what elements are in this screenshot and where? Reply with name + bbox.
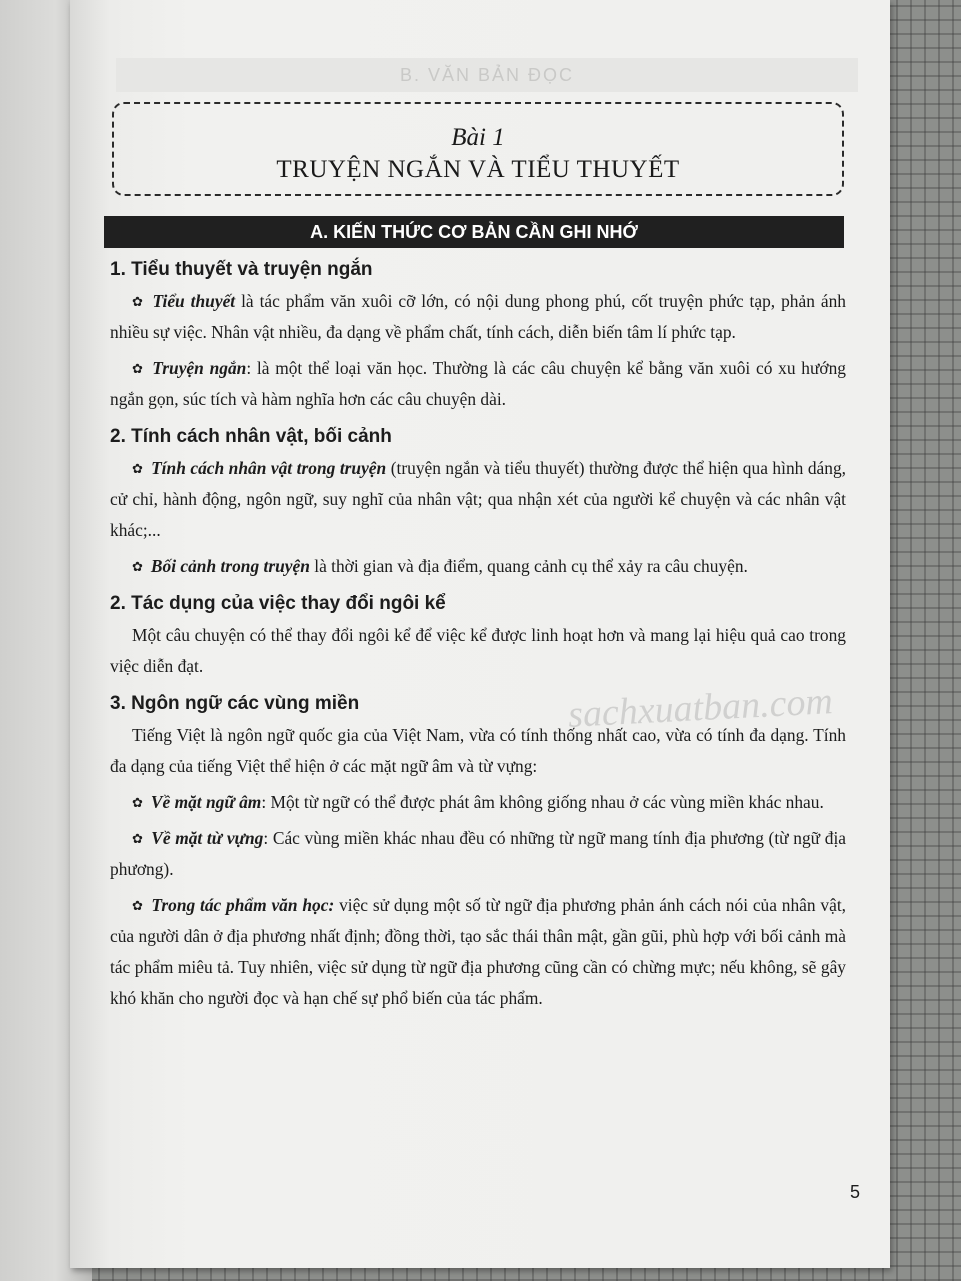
- term-novel: Tiểu thuyết: [152, 291, 236, 311]
- paragraph-regional-intro: Tiếng Việt là ngôn ngữ quốc gia của Việt Nam, vừa có tính thống nhất cao, vừa có tính đa dạng. Tính đa dạng của tiếng Việt thể hiện ở các mặt ngữ âm và từ vựng:: [110, 725, 846, 776]
- flower-bullet-icon: ✿: [132, 461, 144, 476]
- text-novel: là tác phẩm văn xuôi cỡ lớn, có nội dung phong phú, cốt truyện phức tạp, phản ánh nhiều sự việc. Nhân vật nhiều, đa dạng về phẩm chất, tính cách, diễn biến tâm lí phức tạp.: [110, 291, 846, 342]
- paragraph-setting: [110, 551, 846, 582]
- paragraph-short-story: [110, 353, 846, 415]
- heading-character-setting: 2. Tính cách nhân vật, bối cảnh: [110, 426, 392, 447]
- flower-bullet-icon: ✿: [132, 361, 145, 376]
- flower-bullet-icon: ✿: [132, 898, 144, 913]
- flower-bullet-icon: ✿: [132, 795, 143, 810]
- lesson-title-box: [112, 102, 844, 196]
- heading-narrator-change: 2. Tác dụng của việc thay đổi ngôi kể: [110, 593, 446, 614]
- text-phonetics: : Một từ ngữ có thể được phát âm không giống nhau ở các vùng miền khác nhau.: [261, 792, 824, 812]
- page-content: [110, 254, 846, 1019]
- text-setting: là thời gian và địa điểm, quang cảnh cụ thể xảy ra câu chuyện.: [309, 556, 748, 576]
- page-number: 5: [850, 1182, 861, 1202]
- paragraph-phonetics: [110, 787, 846, 818]
- paragraph-novel: [110, 286, 846, 348]
- heading-novel-short-story: 1. Tiểu thuyết và truyện ngắn: [110, 259, 373, 280]
- term-phonetics: Về mặt ngữ âm: [150, 792, 262, 812]
- term-character: Tính cách nhân vật trong truyện: [151, 458, 387, 478]
- term-short-story: Truyện ngắn: [152, 358, 247, 378]
- text-character: (truyện ngắn và tiểu thuyết) thường được thể hiện qua hình dáng, cử chỉ, hành động, ngôn ngữ, suy nghĩ của nhân vật; qua nhận xét của người kể chuyện và các nhân vật khác;...: [110, 458, 846, 540]
- text-vocabulary: : Các vùng miền khác nhau đều có những từ ngữ mang tính địa phương (từ ngữ địa phương).: [110, 828, 846, 879]
- term-vocabulary: Về mặt từ vựng: [151, 828, 264, 848]
- lesson-title: TRUYỆN NGẮN VÀ TIỂU THUYẾT: [276, 156, 680, 183]
- lesson-number: Bài 1: [451, 124, 505, 151]
- term-setting: Bối cảnh trong truyện: [150, 556, 310, 576]
- term-literature: Trong tác phẩm văn học:: [151, 895, 335, 915]
- flower-bullet-icon: ✿: [132, 294, 145, 309]
- section-heading-bar: A. KIẾN THỨC CƠ BẢN CẦN GHI NHỚ: [104, 216, 844, 248]
- watermark: sachxuatban.com: [567, 680, 834, 736]
- paragraph-literature: [110, 890, 846, 1014]
- text-literature: việc sử dụng một số từ ngữ địa phương phản ánh cách nói của nhân vật, của người dân ở địa phương nhất định; đồng thời, tạo sắc thái thân mật, gần gũi, phù hợp với bối cảnh mà tác phẩm miêu tả. Tuy nhiên, việc sử dụng từ ngữ địa phương cũng cần có chừng mực; nếu không, sẽ gây khó khăn cho người đọc và hạn chế sự phổ biến của tác phẩm.: [110, 895, 846, 1008]
- flower-bullet-icon: ✿: [132, 831, 144, 846]
- heading-regional-language: 3. Ngôn ngữ các vùng miền: [110, 693, 360, 714]
- bleed-through-header: B. VĂN BẢN ĐỌC: [116, 58, 858, 92]
- text-short-story: : là một thể loại văn học. Thường là các câu chuyện kể bằng văn xuôi có xu hướng ngắn gọn, súc tích và hàm nghĩa hơn các câu chuyện dài.: [110, 358, 846, 409]
- book-page: [70, 0, 890, 1268]
- flower-bullet-icon: ✿: [132, 559, 143, 574]
- paragraph-vocabulary: [110, 823, 846, 885]
- paragraph-narrator-change: Một câu chuyện có thể thay đổi ngôi kể để việc kể được linh hoạt hơn và mang lại hiệu quả cao trong việc diễn đạt.: [110, 625, 846, 676]
- paragraph-character: [110, 453, 846, 546]
